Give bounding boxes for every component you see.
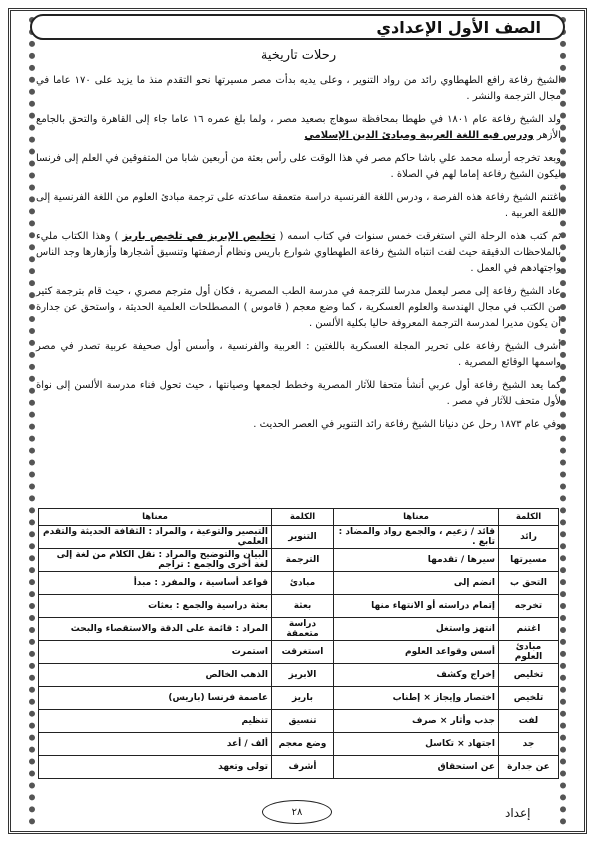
header-title: الصف الأول الإعدادي	[376, 17, 541, 37]
vocabulary-table	[38, 508, 559, 779]
vocab-meaning: جذب وأثار × صرف	[334, 710, 499, 733]
vocab-meaning: بعثة دراسية والجمع : بعثات	[39, 595, 272, 618]
vocab-meaning: تنظيم	[39, 710, 272, 733]
paragraph-6: عاد الشيخ رفاعة إلى مصر ليعمل مدرسا للترجمة في مدرسة الطب المصرية ، فكان أول مترجم مصري ، حيث قام بترجمة كثير من الكتب في مجال الهندسة والعلوم العسكرية ، كما وضع معجم ( قاموس ) المصطلحات العلمية الحديثة ، واستحق عن جدارة أن يكون مديرا لمدرسة الترجمة المعروفة حاليا بكلية الألسن .	[36, 286, 561, 329]
table-row	[39, 618, 559, 641]
page-number: ٢٨	[262, 800, 332, 824]
vocab-word: تخرجه	[499, 595, 559, 618]
vocab-word: اغتنم	[499, 618, 559, 641]
table-row	[39, 733, 559, 756]
vocab-word: أشرف	[272, 756, 334, 779]
vocab-meaning: عن استحقاق	[334, 756, 499, 779]
paragraph-1: الشيخ رفاعة رافع الطهطاوي رائد من رواد التنوير ، وعلى يديه بدأت مصر مسيرتها نحو التقدم منذ ما يزيد على ١٧٠ عاما في مجال الترجمة والنشر .	[36, 75, 561, 102]
vocab-word: وضع معجم	[272, 733, 334, 756]
vocab-word: تلخيص	[499, 687, 559, 710]
vocab-word: التحق ب	[499, 572, 559, 595]
vocab-word: الترجمة	[272, 549, 334, 572]
col-header-word: الكلمة	[272, 509, 334, 526]
paragraph-5-rest: ) وهذا الكتاب مليء بالملاحظات الدقيقة حيث لفت انتباه الشيخ رفاعة الطهطاوي شوارع باريس ونظام أرصفتها وتنسيق أشجارها وأزهارها وجد الناس واجتهادهم في العمل .	[36, 231, 561, 274]
table-row	[39, 549, 559, 572]
vocab-meaning: البيان والتوضيح والمراد : نقل الكلام من لغة إلى لغة أخرى والجمع : تراجم	[39, 549, 272, 572]
lesson-body	[36, 48, 561, 440]
vocab-word: عن جدارة	[499, 756, 559, 779]
paragraph-7: أشرف الشيخ رفاعة على تحرير المجلة العسكرية باللغتين : العربية والفرنسية ، وأسس أول صحيفة عربية تصدر في مصر واسمها الوقائع المصرية .	[36, 341, 561, 368]
vocab-word: تخليص	[499, 664, 559, 687]
vocab-meaning: ألف / أعد	[39, 733, 272, 756]
book-title: تخليص الإبريز في تلخيص باريز	[122, 231, 276, 242]
paragraph-3: وبعد تخرجه أرسله محمد علي باشا حاكم مصر في هذا الوقت على رأس بعثة من أربعين شابا من المتفوقين في العلم إلى فرنسا ليكون الشيخ رفاعة إماما لهم في الصلاة .	[36, 153, 561, 180]
vocabulary-header-row	[39, 509, 559, 526]
table-row	[39, 572, 559, 595]
lesson-title: رحلات تاريخية	[260, 48, 337, 63]
vocab-word: لفت	[499, 710, 559, 733]
vocab-word: باريز	[272, 687, 334, 710]
vocab-meaning: إخراج وكشف	[334, 664, 499, 687]
vocab-meaning: استمرت	[39, 641, 272, 664]
table-row	[39, 664, 559, 687]
paragraph-5	[36, 229, 561, 277]
table-row	[39, 687, 559, 710]
vocab-word: التنوير	[272, 526, 334, 549]
paragraph-9: وفي عام ١٨٧٣ رحل عن دنيانا الشيخ رفاعة رائد التنوير في العصر الحديث .	[253, 419, 561, 430]
vocab-meaning: التبصير والتوعية ، والمراد : الثقافة الحديثة والتقدم العلمي	[39, 526, 272, 549]
table-row	[39, 641, 559, 664]
paragraph-5-text: ثم كتب هذه الرحلة التي استغرقت خمس سنوات في كتاب اسمه (	[279, 231, 561, 242]
page-header	[30, 14, 565, 40]
paragraph-2	[36, 112, 561, 144]
vocab-meaning: اجتهاد × تكاسل	[334, 733, 499, 756]
vocab-meaning: سيرها / تقدمها	[334, 549, 499, 572]
vocab-meaning: المراد : قائمة على الدقة والاستقصاء والبحث	[39, 618, 272, 641]
vocab-word: جد	[499, 733, 559, 756]
vocab-word: مبادئ العلوم	[499, 641, 559, 664]
vocab-meaning: الذهب الخالص	[39, 664, 272, 687]
vocab-meaning: انضم إلى	[334, 572, 499, 595]
vocab-word: دراسة متعمقة	[272, 618, 334, 641]
col-header-word: الكلمة	[499, 509, 559, 526]
table-row	[39, 526, 559, 549]
col-header-meaning: معناها	[39, 509, 272, 526]
paragraph-8: كما يعد الشيخ رفاعة أول عربي أنشأ متحفا للآثار المصرية وخطط لجمعها وصيانتها ، حيث تحول فناء مدرسة الألسن إلى نواة لأول متحف للآثار في مصر .	[36, 380, 561, 407]
vocab-meaning: اختصار وإيجاز × إطناب	[334, 687, 499, 710]
table-row	[39, 595, 559, 618]
vocab-word: تنسيق	[272, 710, 334, 733]
vocab-meaning: أسس وقواعد العلوم	[334, 641, 499, 664]
vocab-word: رائد	[499, 526, 559, 549]
vocab-word: مسيرتها	[499, 549, 559, 572]
vocab-word: بعثة	[272, 595, 334, 618]
vocab-word: الابريز	[272, 664, 334, 687]
vocab-meaning: عاصمة فرنسا (باريس)	[39, 687, 272, 710]
paragraph-2-text: ولد الشيخ رفاعة عام ١٨٠١ في طهطا بمحافظة سوهاج بصعيد مصر ، ولما بلغ عمره ١٦ عاما جاء إلى القاهرة والتحق بالجامع الأزهر	[36, 114, 562, 141]
table-row	[39, 710, 559, 733]
vocab-meaning: انتهز واستغل	[334, 618, 499, 641]
vocab-meaning: إتمام دراسته أو الانتهاء منها	[334, 595, 499, 618]
vocab-meaning: تولى وتعهد	[39, 756, 272, 779]
table-row	[39, 756, 559, 779]
vocab-word: مبادئ	[272, 572, 334, 595]
vocabulary-rows	[39, 526, 559, 779]
vocab-meaning: قائد / زعيم ، والجمع رواد والمضاد : تابع .	[334, 526, 499, 549]
paragraph-4: اغتنم الشيخ رفاعة هذه الفرصة ، ودرس اللغة الفرنسية دراسة متعمقة ساعدته على ترجمة مبادئ العلوم من اللغة الفرنسية إلى اللغة العربية .	[36, 192, 561, 219]
col-header-meaning: معناها	[334, 509, 499, 526]
vocab-meaning: قواعد أساسية ، والمفرد : مبدأ	[39, 572, 272, 595]
paragraph-2-underlined: ودرس فيه اللغة العربية ومبادئ الدين الإسلامي	[304, 130, 534, 141]
footer-label: إعداد	[505, 806, 531, 820]
vocab-word: استغرقت	[272, 641, 334, 664]
